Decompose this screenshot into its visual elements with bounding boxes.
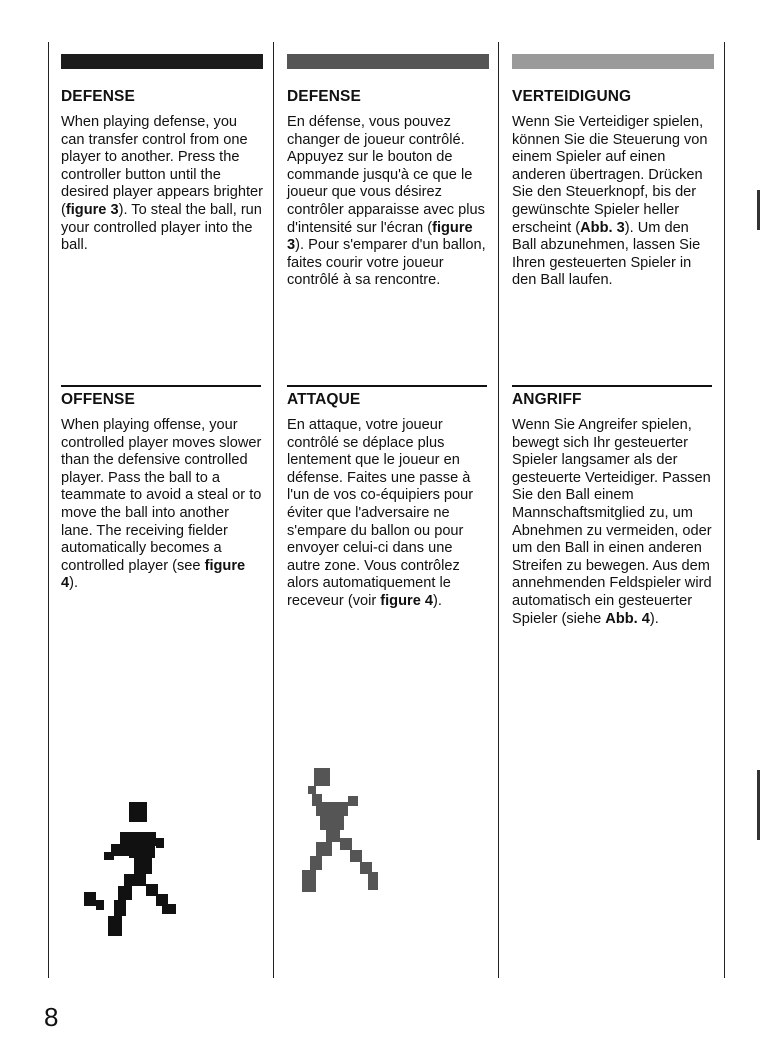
offense-text: When playing offense, your controlled player moves slower than the defensive controlled player. Pass the ball to a teammate to avoid a steal or to move the ball into another lane. The receiving fielder automatically becomes a controlled player (see figure 4). [61, 417, 262, 592]
defense-heading: DEFENSE [61, 88, 135, 105]
figure-reference: figure 4 [380, 592, 433, 609]
column-divider [724, 42, 725, 978]
language-bar-english [61, 54, 263, 69]
figure-reference: figure 4 [61, 557, 246, 592]
running-player-icon [300, 766, 384, 896]
running-player-with-ball-icon [84, 800, 180, 940]
column-divider [498, 42, 499, 978]
offense-section-german [512, 390, 714, 628]
section-rule [512, 385, 712, 387]
offense-heading: OFFENSE [61, 391, 135, 408]
language-bar-german [512, 54, 714, 69]
figure-reference: figure 3 [65, 201, 119, 218]
defense-text: En défense, vous pouvez changer de joueur contrôlé. Appuyez sur le bouton de commande jusqu'à ce que le joueur que vous désirez contrôler apparaisse avec plus d'intensité sur l'écran (figure 3). Pour s'emparer d'un ballon, faites courir votre joueur contrôlé à sa rencontre. [287, 114, 486, 289]
offense-text: Wenn Sie Angreifer spielen, bewegt sich Ihr gesteuerter Spieler langsamer als der gesteuerte Verteidiger. Passen Sie den Ball einem Mannschaftsmitglied zu, um Abnehmen zu vermeiden, oder um den Ball in einen anderen Streifen zu bewegen. Aus dem annehmenden Feldspieler wird automatisch ein gesteuerter Spieler (siehe Abb. 4). [512, 417, 712, 627]
defense-text: Wenn Sie Verteidiger spielen, können Sie die Steuerung von einem Spieler auf einen anderen übertragen. Drücken Sie den Steuerknopf, bis der gewünschte Spieler heller erscheint (Abb. 3). Um den Ball abzunehmen, lassen Sie Ihren gesteuerten Spieler in den Ball laufen. [512, 114, 708, 289]
defense-heading: VERTEIDIGUNG [512, 88, 632, 105]
offense-heading: ATTAQUE [287, 391, 361, 408]
defense-heading: DEFENSE [287, 88, 361, 105]
offense-section-french [287, 390, 489, 611]
column-french [287, 54, 489, 290]
section-rule [61, 385, 261, 387]
figure-reference: Abb. 3 [580, 219, 625, 236]
defense-text: When playing defense, you can transfer control from one player to another. Press the controller button until the desired player appears brighter (figure 3). To steal the ball, run your controlled player into the ball. [61, 114, 263, 254]
column-divider [273, 42, 274, 978]
column-german [512, 54, 714, 290]
figure-reference: Abb. 4 [605, 610, 650, 627]
offense-text: En attaque, votre joueur contrôlé se déplace plus lentement que le joueur en défense. Faites une passe à l'un de vos co-équipiers pour éviter que l'adversaire ne s'empare du ballon ou pour envoyer celui-ci dans une autre zone. Vous contrôlez alors automatiquement le receveur (voir figure 4). [287, 417, 474, 609]
section-rule [287, 385, 487, 387]
column-divider [48, 42, 49, 978]
page-number: 8 [44, 1002, 59, 1032]
language-bar-french [287, 54, 489, 69]
column-english [61, 54, 263, 255]
offense-section-english [61, 390, 263, 593]
offense-heading: ANGRIFF [512, 391, 582, 408]
figure-reference: figure 3 [287, 219, 473, 254]
